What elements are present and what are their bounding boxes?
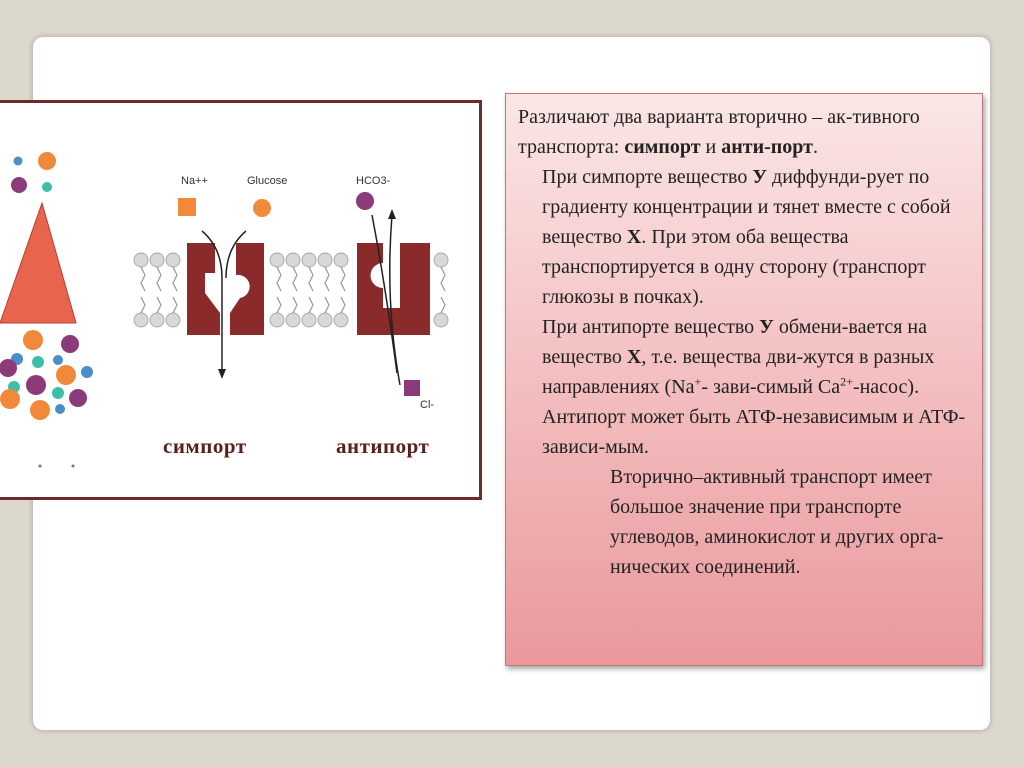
cl-square	[404, 380, 420, 396]
paragraph-1	[518, 102, 970, 162]
text-panel	[505, 93, 983, 666]
p3-b: обмени-вается на вещество	[542, 316, 927, 368]
p2-a: При симпорте вещество	[542, 166, 753, 188]
p3-substance-x: Х	[626, 346, 642, 368]
term-symport: симпорт	[624, 136, 701, 158]
gradient-triangle	[0, 203, 76, 323]
antiport-protein	[357, 243, 430, 335]
p2-c: . При этом оба вещества транспортируется в одну сторону (транспорт глюкозы в почках).	[542, 226, 926, 308]
p3-sup-ca: 2+	[840, 374, 853, 389]
p3-a: При антипорте вещество	[542, 316, 760, 338]
hco3-circle	[356, 192, 374, 210]
symport-protein	[187, 243, 264, 335]
paragraph-2	[518, 162, 970, 312]
cl-label: Cl-	[420, 399, 435, 411]
p3-d: - зави-симый Ca	[701, 376, 841, 398]
p3-sup-na: +	[694, 374, 702, 389]
antiport-label: антипорт	[336, 434, 430, 458]
transport-figure	[0, 100, 482, 500]
hco3-label: HCO3-	[356, 175, 391, 187]
p1-text: Различают два варианта вторично – ак-тивного транспорта:	[518, 106, 920, 158]
na-square	[178, 198, 196, 216]
symport-label: симпорт	[163, 434, 247, 458]
p2-substance-y: У	[752, 166, 768, 188]
p2-substance-x: Х	[626, 226, 642, 248]
p3-c: , т.е. вещества дви-жутся в разных направлениях (Na	[542, 346, 935, 398]
term-antiport: анти-порт	[721, 136, 813, 158]
paragraph-3	[518, 312, 970, 462]
p1-end: .	[813, 136, 818, 158]
p1-mid: и	[700, 136, 722, 158]
glucose-label: Glucose	[247, 175, 288, 187]
glucose-circle	[253, 199, 271, 217]
paragraph-4: Вторично–активный транспорт имеет большое значение при транспорте углеводов, аминокислот и других орга-нических соединений.	[610, 466, 944, 578]
p2-b: диффунди-рует по градиенту концентрации и тянет вместе с собой вещество	[542, 166, 951, 248]
p3-substance-y: У	[759, 316, 774, 338]
p3-e: -насос). Антипорт может быть АТФ-независимым и АТФ- зависи-мым.	[542, 376, 966, 458]
na-label: Na++	[181, 175, 208, 187]
